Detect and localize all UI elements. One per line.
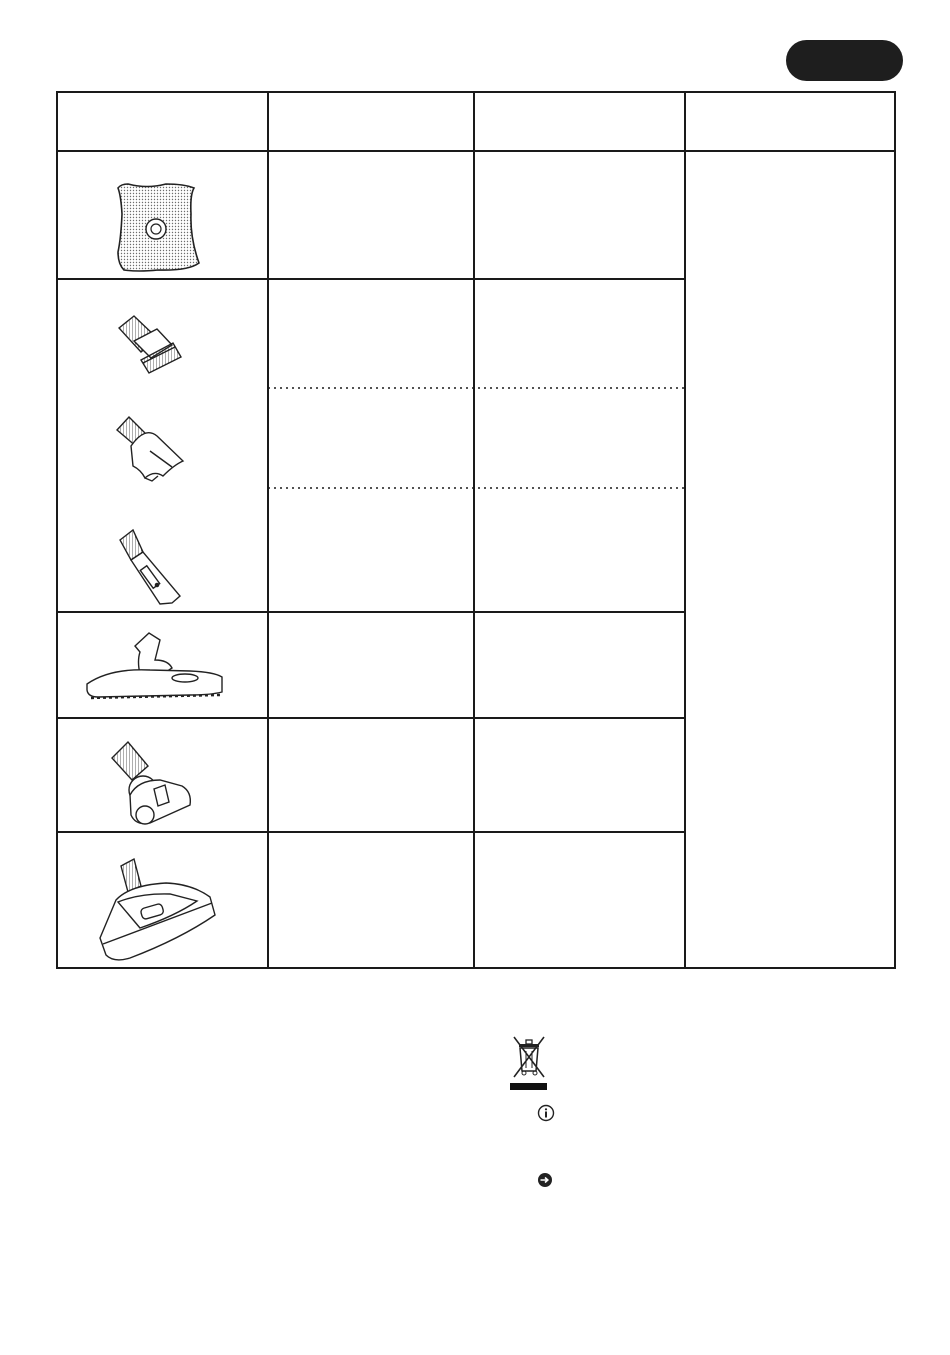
dusting-brush-icon — [119, 316, 181, 373]
weee-crossed-bin-icon — [510, 1035, 548, 1093]
crevice-tool-icon — [120, 530, 180, 604]
dust-bag-icon — [118, 184, 199, 271]
parquet-brush-icon — [87, 633, 222, 698]
upholstery-nozzle-icon — [117, 417, 183, 481]
arrow-right-icon — [537, 1172, 553, 1188]
turbo-brush-icon — [112, 742, 190, 824]
info-icon — [537, 1104, 555, 1122]
floor-nozzle-icon — [100, 859, 215, 960]
